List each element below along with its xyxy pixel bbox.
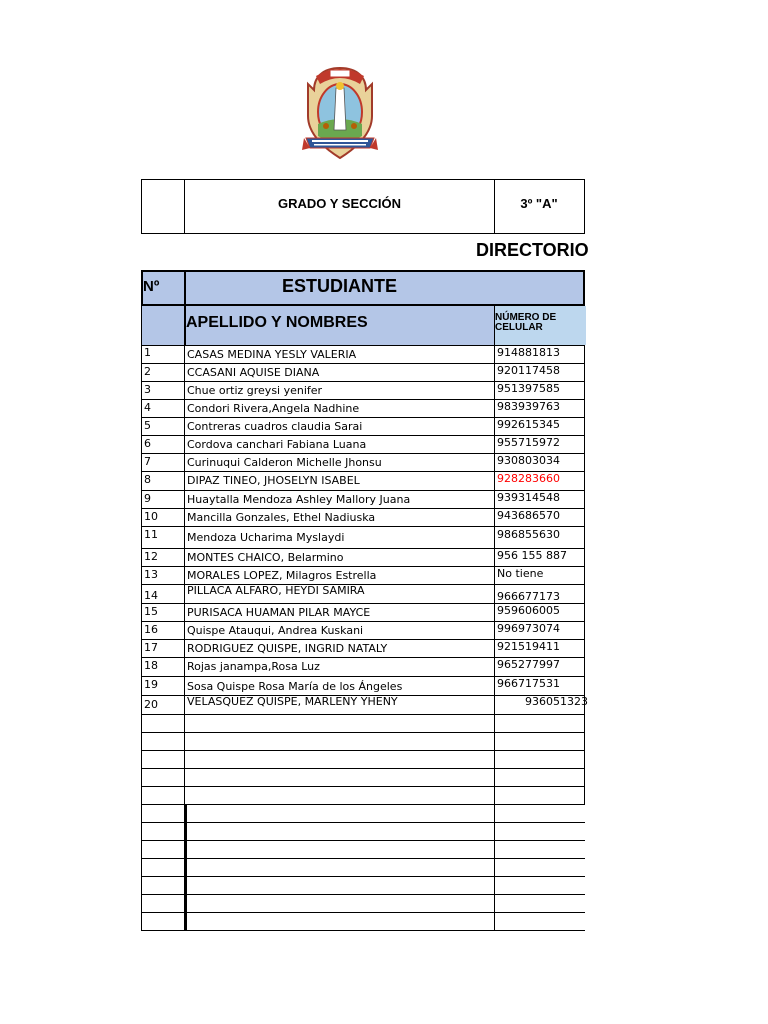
empty-row: [141, 895, 585, 913]
table-row: [141, 567, 585, 585]
grade-section-label: GRADO Y SECCIÓN: [277, 196, 402, 211]
student-name: Chue ortiz greysi yenifer: [187, 384, 323, 397]
student-name: Huaytalla Mendoza Ashley Mallory Juana: [187, 493, 411, 506]
student-name: Contreras cuadros claudia Sarai: [187, 420, 363, 433]
student-name: VELASQUEZ QUISPE, MARLENY YHENY: [187, 695, 398, 708]
empty-row: [141, 913, 585, 931]
grade-section-value: 3º "A": [520, 196, 558, 211]
phone-number: 966677173: [497, 590, 560, 603]
empty-row: [141, 877, 585, 895]
table-row: [141, 677, 585, 696]
phone-number: 939314548: [497, 491, 560, 504]
row-number: 12: [144, 550, 158, 563]
student-name: Curinuqui Calderon Michelle Jhonsu: [187, 456, 382, 469]
table-row: [141, 604, 585, 622]
row-number: 4: [144, 401, 151, 414]
student-name: Condori Rivera,Angela Nadhine: [187, 402, 360, 415]
empty-row: [141, 769, 585, 787]
phone-number: 955715972: [497, 436, 560, 449]
table-row: [141, 418, 585, 436]
row-number: 6: [144, 437, 151, 450]
empty-row: [141, 751, 585, 769]
row-number: 20: [144, 698, 158, 711]
table-row: [141, 549, 585, 567]
student-table: [141, 346, 588, 715]
school-crest-logo: [300, 64, 380, 162]
empty-row: [141, 787, 585, 805]
student-name: PURISACA HUAMAN PILAR MAYCE: [187, 606, 371, 619]
row-number: 17: [144, 641, 158, 654]
phone-number: 956 155 887: [497, 549, 567, 562]
empty-row: [141, 823, 585, 841]
column-header-number: Nº: [143, 278, 160, 295]
phone-number: 943686570: [497, 509, 560, 522]
empty-row: [141, 859, 585, 877]
row-number: 15: [144, 605, 158, 618]
student-name: RODRIGUEZ QUISPE, INGRID NATALY: [187, 642, 388, 655]
table-row: [141, 454, 585, 472]
student-name: Cordova canchari Fabiana Luana: [187, 438, 367, 451]
phone-number: 959606005: [497, 604, 560, 617]
phone-number: 951397585: [497, 382, 560, 395]
empty-row: [141, 841, 585, 859]
row-number: 5: [144, 419, 151, 432]
phone-number: 930803034: [497, 454, 560, 467]
student-name: Quispe Atauqui, Andrea Kuskani: [187, 624, 364, 637]
row-number: 1: [144, 346, 151, 359]
student-name: CASAS MEDINA YESLY VALERIA: [187, 348, 357, 361]
phone-number: 992615345: [497, 418, 560, 431]
empty-row: [141, 715, 585, 733]
phone-number: 986855630: [497, 528, 560, 541]
student-name: MONTES CHAICO, Belarmino: [187, 551, 344, 564]
student-name: DIPAZ TINEO, JHOSELYN ISABEL: [187, 474, 360, 487]
table-row: [141, 585, 585, 604]
row-number: 3: [144, 383, 151, 396]
table-row: [141, 695, 588, 715]
phone-number: 920117458: [497, 364, 560, 377]
row-number: 2: [144, 365, 151, 378]
student-name: Mancilla Gonzales, Ethel Nadiuska: [187, 511, 376, 524]
table-row: [141, 658, 585, 677]
empty-row: [141, 733, 585, 751]
column-header-student: ESTUDIANTE: [281, 276, 397, 296]
phone-number: 914881813: [497, 346, 560, 359]
phone-number: 996973074: [497, 622, 560, 635]
student-name: Mendoza Ucharima Myslaydi: [187, 531, 345, 544]
table-row: [141, 640, 585, 658]
phone-number: 965277997: [497, 658, 560, 671]
table-row: [141, 346, 585, 364]
directory-title: DIRECTORIO: [476, 240, 589, 260]
table-row: [141, 472, 585, 491]
table-row: [141, 509, 585, 527]
student-name: MORALES LOPEZ, Milagros Estrella: [187, 569, 377, 582]
phone-number: No tiene: [497, 567, 544, 580]
empty-rows: [141, 715, 585, 931]
table-row: [141, 400, 585, 418]
row-number: 16: [144, 623, 158, 636]
row-number: 13: [144, 568, 158, 581]
phone-number-highlighted: 928283660: [497, 472, 560, 485]
phone-number: 921519411: [497, 640, 560, 653]
student-name: Sosa Quispe Rosa María de los Ángeles: [187, 680, 403, 693]
phone-number: 936051323: [525, 695, 588, 708]
table-row: [141, 491, 585, 509]
row-number: 7: [144, 455, 151, 468]
student-name: Rojas janampa,Rosa Luz: [187, 660, 320, 673]
table-row: [141, 364, 585, 382]
empty-row: [141, 805, 585, 823]
phone-number: 983939763: [497, 400, 560, 413]
row-number: 14: [144, 589, 158, 602]
row-number: 19: [144, 678, 158, 691]
row-number: 10: [144, 510, 158, 523]
row-number: 9: [144, 492, 151, 505]
phone-number: 966717531: [497, 677, 560, 690]
column-header-names: APELLIDO Y NOMBRES: [186, 314, 368, 331]
row-number: 11: [144, 528, 158, 541]
row-number: 8: [144, 473, 151, 486]
student-name: PILLACA ALFARO, HEYDI SAMIRA: [187, 584, 365, 597]
row-number: 18: [144, 659, 158, 672]
column-header-phone: NÚMERO DE CELULAR: [495, 312, 557, 333]
student-name: CCASANI AQUISE DIANA: [187, 366, 320, 379]
table-row: [141, 527, 585, 549]
table-row: [141, 382, 585, 400]
table-row: [141, 622, 585, 640]
table-row: [141, 436, 585, 454]
